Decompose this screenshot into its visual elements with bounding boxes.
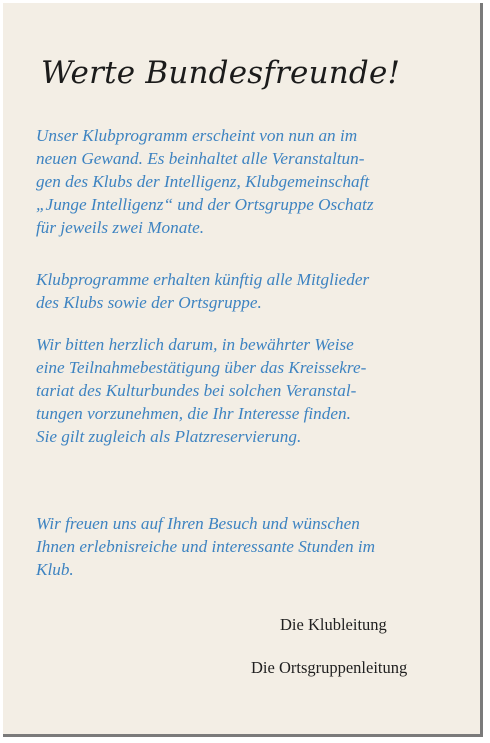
text-line: tariat des Kulturbundes bei solchen Veranstal- xyxy=(36,381,357,400)
text-line: tungen vorzunehmen, die Ihr Interesse finden. xyxy=(36,404,351,423)
text-line: Klub. xyxy=(36,560,74,579)
text-line: des Klubs sowie der Ortsgruppe. xyxy=(36,293,262,312)
paragraph-registration xyxy=(36,333,366,448)
letter-heading: Werte Bundesfreunde! xyxy=(41,55,401,91)
text-line: Klubprogramme erhalten künftig alle Mitglieder xyxy=(36,270,370,289)
text-line: eine Teilnahmebestätigung über das Kreissekre- xyxy=(36,358,367,377)
text-line: Ihnen erlebnisreiche und interessante Stunden im xyxy=(36,537,376,556)
text-line: neuen Gewand. Es beinhaltet alle Veranstaltun- xyxy=(36,149,365,168)
text-line: gen des Klubs der Intelligenz, Klubgemeinschaft xyxy=(36,172,370,191)
text-line: Unser Klubprogramm erscheint von nun an im xyxy=(36,126,358,145)
paragraph-intro xyxy=(36,124,374,239)
text-line: für jeweils zwei Monate. xyxy=(36,218,205,237)
text-line: Sie gilt zugleich als Platzreservierung. xyxy=(36,427,302,446)
text-line: Wir freuen uns auf Ihren Besuch und wünschen xyxy=(36,514,360,533)
letter-page xyxy=(3,3,483,737)
signature-ortsgruppenleitung: Die Ortsgruppenleitung xyxy=(251,658,408,677)
text-line: Wir bitten herzlich darum, in bewährter Weise xyxy=(36,335,354,354)
signature-klubleitung: Die Klubleitung xyxy=(280,615,387,634)
paragraph-closing xyxy=(36,512,375,581)
text-line: „Junge Intelligenz“ und der Ortsgruppe Oschatz xyxy=(36,195,374,214)
paragraph-members xyxy=(36,268,369,314)
